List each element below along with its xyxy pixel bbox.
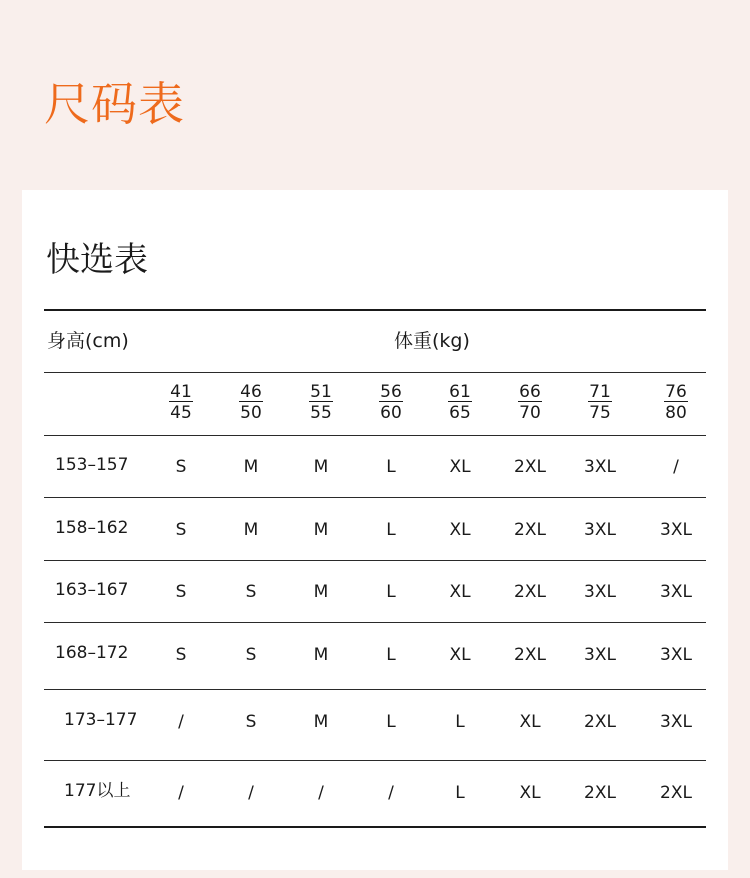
size-cell: 3XL	[584, 520, 616, 540]
size-cell: 2XL	[514, 645, 546, 665]
size-chart-card	[22, 190, 728, 870]
size-cell: L	[386, 520, 396, 540]
row-divider	[44, 760, 706, 761]
weight-range-max: 55	[310, 403, 332, 423]
weight-column-header: 体重(kg)	[394, 330, 470, 352]
size-cell: S	[175, 520, 187, 540]
size-cell: 3XL	[584, 582, 616, 602]
size-cell: /	[178, 783, 184, 803]
weight-range-max: 60	[380, 403, 402, 423]
size-cell: S	[245, 645, 257, 665]
size-cell: S	[175, 582, 187, 602]
page-title: 尺码表	[44, 77, 185, 131]
height-range-cell: 177以上	[64, 781, 131, 801]
height-range-cell: 163–167	[55, 580, 129, 600]
weight-range-header	[291, 382, 351, 424]
size-cell: 2XL	[660, 783, 692, 803]
size-cell: 3XL	[584, 645, 616, 665]
size-cell: XL	[449, 520, 471, 540]
size-cell: S	[245, 582, 257, 602]
size-cell: S	[245, 712, 257, 732]
table-bottom-rule	[44, 826, 706, 828]
size-cell: L	[386, 645, 396, 665]
size-cell: L	[455, 712, 465, 732]
size-cell: 2XL	[514, 582, 546, 602]
weight-range-header	[500, 382, 560, 424]
weight-range-max: 45	[170, 403, 192, 423]
size-cell: 3XL	[584, 457, 616, 477]
size-cell: /	[388, 783, 394, 803]
size-cell: XL	[519, 783, 541, 803]
size-cell: M	[313, 645, 329, 665]
weight-range-header	[646, 382, 706, 424]
size-cell: XL	[449, 457, 471, 477]
height-column-header: 身高(cm)	[47, 330, 129, 352]
size-cell: 3XL	[660, 582, 692, 602]
weight-range-min: 56	[380, 382, 402, 402]
size-cell: /	[248, 783, 254, 803]
weight-range-min: 66	[519, 382, 541, 402]
weight-range-max: 65	[449, 403, 471, 423]
weight-range-min: 41	[170, 382, 192, 402]
card-title: 快选表	[46, 240, 148, 280]
height-range-cell: 153–157	[55, 455, 129, 475]
height-range-cell: 158–162	[55, 518, 129, 538]
weight-range-min: 46	[240, 382, 262, 402]
size-cell: 2XL	[514, 457, 546, 477]
table-top-rule	[44, 309, 706, 311]
height-range-cell: 173–177	[64, 710, 138, 730]
size-cell: M	[313, 582, 329, 602]
size-cell: /	[178, 712, 184, 732]
row-divider	[44, 622, 706, 623]
header-divider	[44, 372, 706, 373]
weight-range-header	[430, 382, 490, 424]
size-cell: M	[313, 457, 329, 477]
weight-range-header	[151, 382, 211, 424]
size-cell: L	[455, 783, 465, 803]
weight-range-min: 71	[589, 382, 611, 402]
row-divider	[44, 497, 706, 498]
size-cell: /	[673, 457, 679, 477]
row-divider	[44, 560, 706, 561]
weight-range-min: 76	[665, 382, 687, 402]
size-cell: XL	[449, 582, 471, 602]
size-cell: M	[313, 520, 329, 540]
size-cell: XL	[449, 645, 471, 665]
size-cell: 3XL	[660, 712, 692, 732]
size-cell: S	[175, 457, 187, 477]
size-cell: 2XL	[514, 520, 546, 540]
weight-range-max: 80	[665, 403, 687, 423]
weight-range-header	[221, 382, 281, 424]
size-cell: L	[386, 712, 396, 732]
weight-range-min: 61	[449, 382, 471, 402]
size-cell: 2XL	[584, 712, 616, 732]
size-cell: /	[318, 783, 324, 803]
row-divider	[44, 689, 706, 690]
weight-range-max: 75	[589, 403, 611, 423]
size-cell: S	[175, 645, 187, 665]
size-cell: 3XL	[660, 520, 692, 540]
size-cell: M	[243, 520, 259, 540]
height-range-cell: 168–172	[55, 643, 129, 663]
size-cell: L	[386, 457, 396, 477]
row-divider	[44, 435, 706, 436]
weight-range-max: 50	[240, 403, 262, 423]
size-cell: XL	[519, 712, 541, 732]
weight-range-min: 51	[310, 382, 332, 402]
size-cell: L	[386, 582, 396, 602]
size-cell: M	[313, 712, 329, 732]
size-cell: 3XL	[660, 645, 692, 665]
size-cell: 2XL	[584, 783, 616, 803]
size-cell: M	[243, 457, 259, 477]
weight-range-header	[570, 382, 630, 424]
weight-range-header	[361, 382, 421, 424]
weight-range-max: 70	[519, 403, 541, 423]
